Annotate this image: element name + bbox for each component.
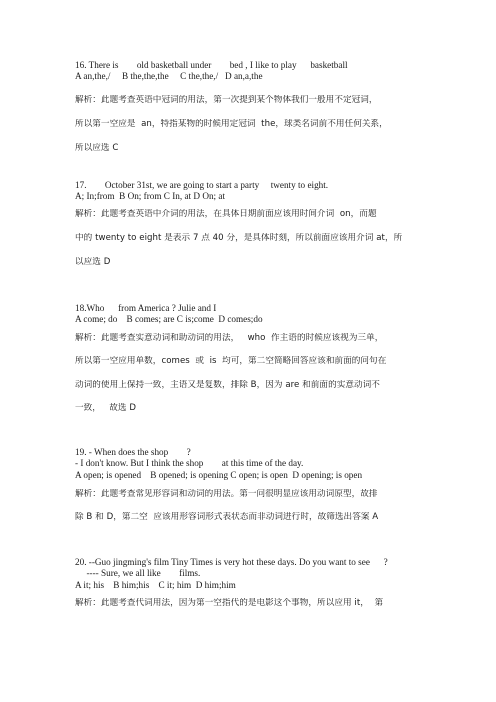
question-20-options: A it; his B him;his C it; him D him;him bbox=[75, 580, 236, 590]
question-19-reply: - I don't know. But I think the shop at this time of the day. bbox=[75, 458, 304, 468]
question-16-stem: 16. There is old basketball under bed , I like to play basketball bbox=[75, 60, 348, 70]
question-19-explanation-line-1: 解析：此题考查常见形容词和动词的用法。第一问很明显应该用动词原型，故排 bbox=[75, 489, 378, 499]
question-17-options: A; In;from B On; from C In, at D On; at bbox=[75, 191, 226, 201]
question-20-explanation-line-1: 解析：此题考查代词用法，因为第一空指代的是电影这个事物，所以应用 it， 第 bbox=[75, 598, 384, 608]
question-18-stem: 18.Who from America ? Julie and I bbox=[75, 303, 217, 313]
question-17-explanation-line-3: 以应选 D bbox=[75, 257, 111, 267]
question-19-stem: 19. - When does the shop ? bbox=[75, 447, 191, 457]
question-17-stem: 17. October 31st, we are going to start a party twenty to eight. bbox=[75, 180, 329, 190]
question-16-explanation-line-2: 所以第一空应是 an，特指某物的时候用定冠词 the，球类名词前不用任何关系， bbox=[75, 119, 388, 129]
question-16-explanation-line-3: 所以应选 C bbox=[75, 143, 119, 153]
question-16-options: A an,the,/ B the,the,the C the,the,/ D an,a,the bbox=[75, 71, 263, 81]
question-17-explanation-line-1: 解析：此题考查英语中介词的用法，在具体日期前面应该用时间介词 on，而题 bbox=[75, 209, 377, 219]
question-18-explanation-line-1: 解析：此题考查实意动词和助动词的用法， who 作主语的时候应该视为三单， bbox=[75, 333, 384, 343]
question-18-explanation-line-3: 动词的使用上保持一致，主语又是复数，排除 B，因为 are 和前面的实意动词不 bbox=[75, 380, 380, 390]
question-19-explanation-line-2: 除 B 和 D，第二空 应该用形容词形式表状态而非动词进行时，故筛选出答案 A bbox=[75, 512, 379, 522]
question-18-explanation-line-2: 所以第一空应用单数，comes 或 is 均可，第二空简略回答应该和前面的问句在 bbox=[75, 356, 387, 366]
question-18-explanation-line-4: 一致， 故选 D bbox=[75, 403, 137, 413]
question-20-stem: 20. --Guo jingming's film Tiny Times is very hot these days. Do you want to see ? bbox=[75, 557, 388, 567]
question-19-options: A open; is opened B opened; is opening C open; is open D opening; is open bbox=[75, 470, 363, 480]
question-16-explanation-line-1: 解析：此题考查英语中冠词的用法，第一次提到某个物体我们一般用不定冠词， bbox=[75, 95, 378, 105]
question-18-options: A come; do B comes; are C is;come D comes;do bbox=[75, 314, 263, 324]
question-20-reply: ---- Sure, we all like films. bbox=[75, 568, 201, 578]
question-17-explanation-line-2: 中的 twenty to eight 是表示 7 点 40 分，是具体时刻，所以前面应该用介词 at，所 bbox=[75, 233, 403, 243]
